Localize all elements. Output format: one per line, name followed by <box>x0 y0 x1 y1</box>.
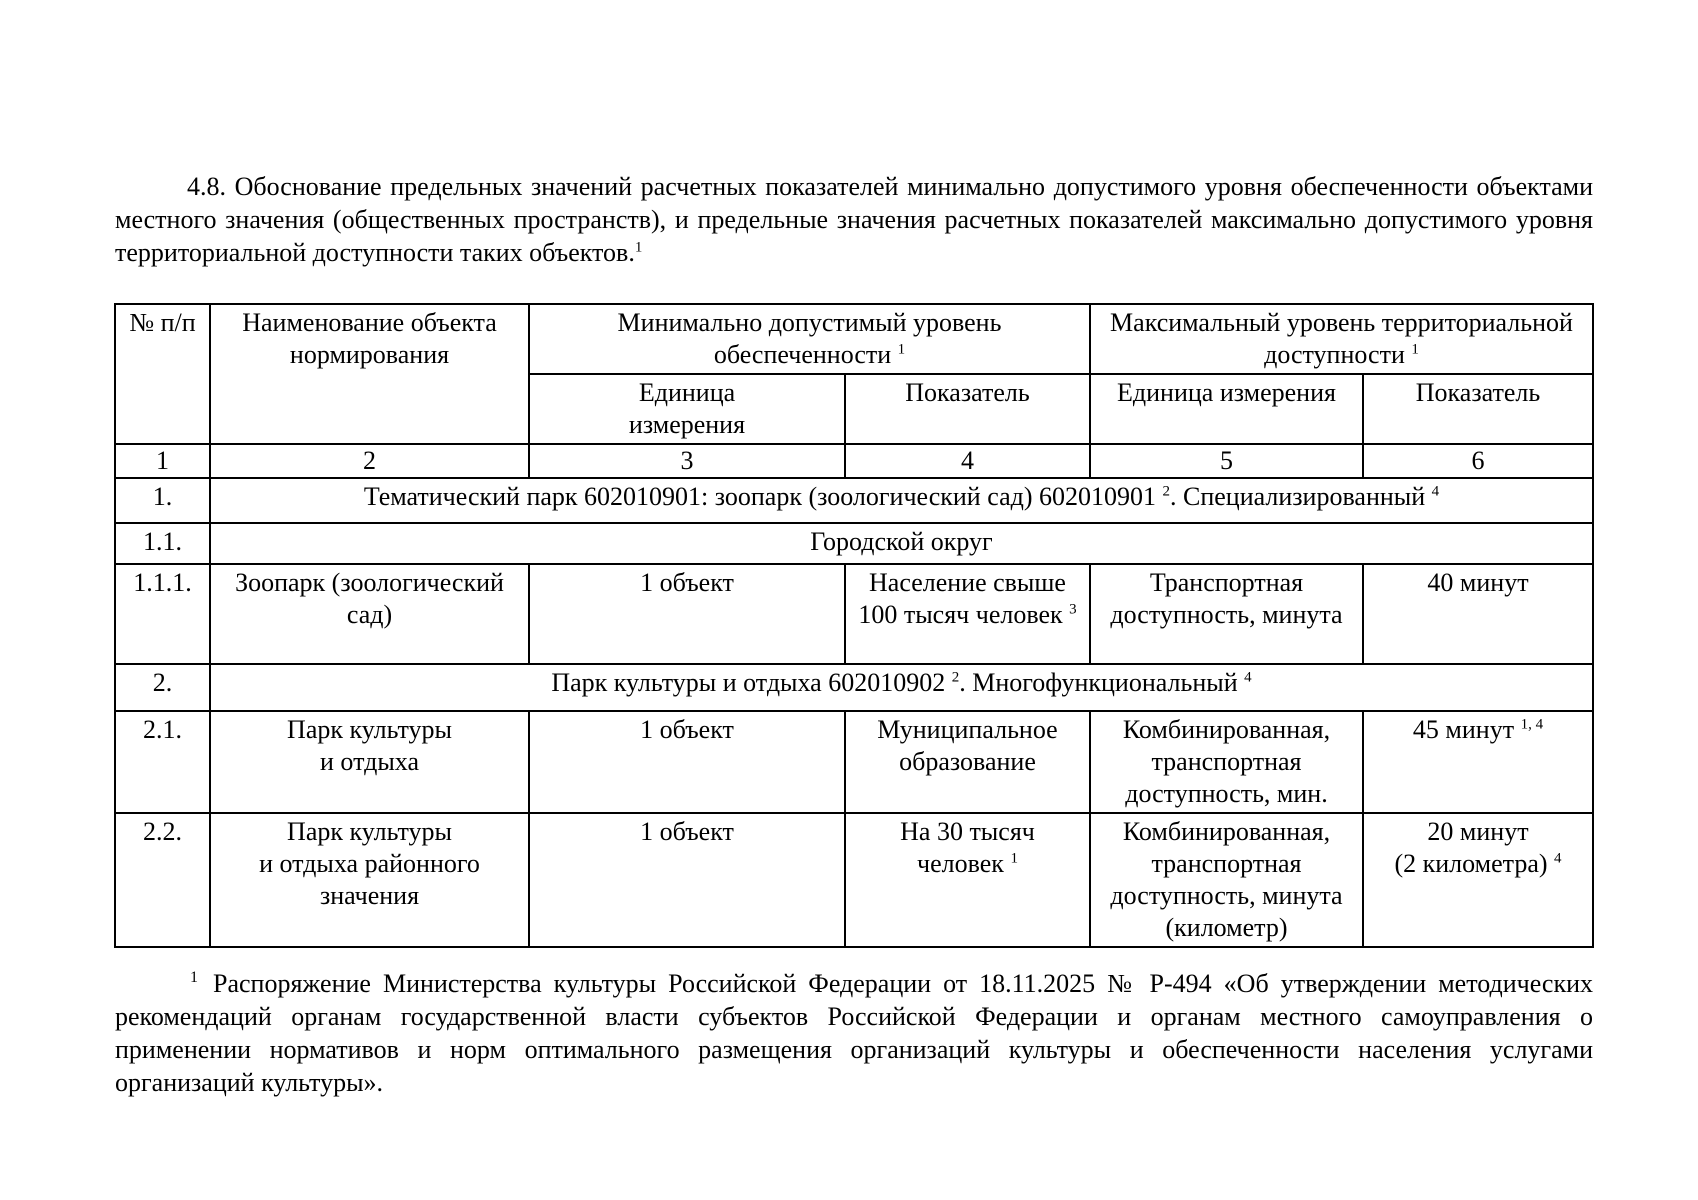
col-number: 5 <box>1090 444 1363 478</box>
row-min-unit: 1 объект <box>529 564 845 664</box>
header-min-unit: Единица измерения <box>529 374 845 444</box>
section-title: Городской округ <box>210 523 1593 564</box>
row-max-value: 40 минут <box>1363 564 1593 664</box>
header-max-value: Показатель <box>1363 374 1593 444</box>
section-row <box>115 523 1593 564</box>
section-title: Парк культуры и отдыха 602010902 $^2$. Многофункциональный $^4$ <box>210 664 1593 711</box>
section-num: 1.1. <box>115 523 210 564</box>
row-num: 2.1. <box>115 711 210 813</box>
heading-footnote-ref: 1 <box>634 239 643 256</box>
row-min-value: Население свыше 100 тысяч человек $^3$ <box>845 564 1090 664</box>
header-num: № п/п <box>115 304 210 444</box>
table-row <box>115 813 1593 947</box>
section-heading-text: 4.8. Обоснование предельных значений расчетных показателей минимально допустимого уровня обеспеченности объектами местного значения (общественных пространств), и предельные значения расчетных показателей максимально допустимого уровня территориальной доступности таких объектов. <box>115 172 1593 267</box>
row-num: 2.2. <box>115 813 210 947</box>
norms-table <box>114 303 1594 948</box>
section-row <box>115 664 1593 711</box>
section-num: 1. <box>115 478 210 523</box>
row-name: Парк культуры и отдыха <box>210 711 529 813</box>
row-min-value: На 30 тысяч человек $^1$ <box>845 813 1090 947</box>
col-number: 3 <box>529 444 845 478</box>
column-number-row <box>115 444 1593 478</box>
row-min-value: Муниципальное образование <box>845 711 1090 813</box>
footnote-text: Распоряжение Министерства культуры Российской Федерации от 18.11.2025 № Р-494 «Об утверждении методических рекомендаций органам государственной власти субъектов Российской Федерации и органам местного самоуправления о применении нормативов и норм оптимального размещения организаций культуры и обеспеченности населения услугами организаций культуры». <box>115 969 1593 1097</box>
section-title: Тематический парк 602010901: зоопарк (зоологический сад) 602010901 $^2$. Специализированный $^4$ <box>210 478 1593 523</box>
table-header-row <box>115 304 1593 374</box>
row-max-value: 20 минут (2 километра) $^4$ <box>1363 813 1593 947</box>
col-number: 4 <box>845 444 1090 478</box>
header-min-group: Минимально допустимый уровень обеспеченности $^1$ <box>529 304 1090 374</box>
header-max-group: Максимальный уровень территориальной доступности $^1$ <box>1090 304 1593 374</box>
header-name: Наименование объекта нормирования <box>210 304 529 444</box>
header-min-value: Показатель <box>845 374 1090 444</box>
section-row <box>115 478 1593 523</box>
section-num: 2. <box>115 664 210 711</box>
row-max-unit: Комбинированная, транспортная доступность, минута (километр) <box>1090 813 1363 947</box>
row-min-unit: 1 объект <box>529 711 845 813</box>
row-num: 1.1.1. <box>115 564 210 664</box>
row-max-value: 45 минут $^{1, 4}$ <box>1363 711 1593 813</box>
row-name: Зоопарк (зоологический сад) <box>210 564 529 664</box>
row-max-unit: Транспортная доступность, минута <box>1090 564 1363 664</box>
footnote: 1 Распоряжение Министерства культуры Российской Федерации от 18.11.2025 № Р-494 «Об утверждении методических рекомендаций органам государственной власти субъектов Российской Федерации и органам местного самоуправления о применении нормативов и норм оптимального размещения организаций культуры и обеспеченности населения услугами организаций культуры». <box>115 969 1593 1097</box>
col-number: 2 <box>210 444 529 478</box>
col-number: 1 <box>115 444 210 478</box>
table-row <box>115 711 1593 813</box>
row-name: Парк культуры и отдыха районного значения <box>210 813 529 947</box>
table-row <box>115 564 1593 664</box>
row-min-unit: 1 объект <box>529 813 845 947</box>
header-max-unit: Единица измерения <box>1090 374 1363 444</box>
col-number: 6 <box>1363 444 1593 478</box>
row-max-unit: Комбинированная, транспортная доступность, мин. <box>1090 711 1363 813</box>
section-heading <box>115 170 1593 269</box>
